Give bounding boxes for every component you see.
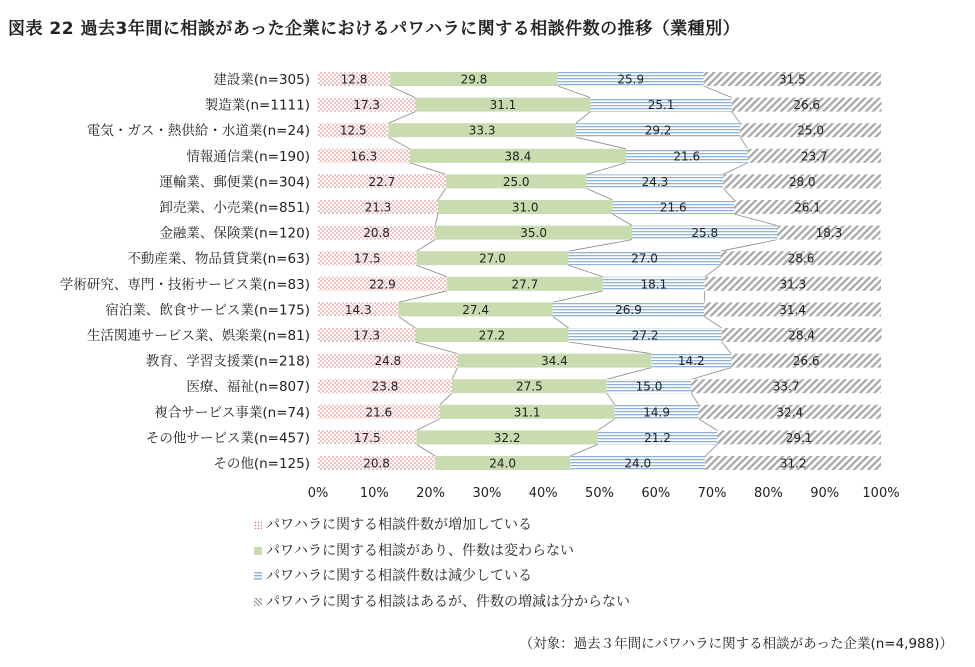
series-line [399,291,447,303]
series-line [723,163,747,175]
series-line [740,137,747,149]
category-label: 卸売業、小売業(n=851) [159,200,310,216]
series-line [440,393,452,405]
series-line [415,342,457,354]
data-label: 28.6 [787,251,815,266]
data-label: 16.3 [350,149,378,164]
data-label: 27.4 [462,302,489,317]
legend-item [254,565,532,585]
series-line [721,240,778,252]
data-label: 27.7 [511,277,539,292]
data-label: 26.1 [794,200,821,215]
data-label: 31.4 [779,302,806,317]
category-label: 電気・ガス・熱供給・水道業(n=24) [86,123,310,140]
data-label: 14.2 [677,354,705,369]
x-tick-label: 40% [528,486,558,501]
series-line [612,214,632,226]
data-label: 15.0 [635,379,663,394]
category-label: 製造業(n=1111) [204,97,310,114]
data-label: 35.0 [520,226,547,241]
data-label: 20.8 [363,456,390,471]
data-label: 17.5 [353,430,381,445]
series-line [598,419,615,431]
data-label: 28.4 [788,328,815,343]
x-tick-label: 10% [359,486,389,501]
series-line [570,444,598,456]
category-label: 情報通信業(n=190) [186,148,310,165]
data-label: 18.1 [640,277,668,292]
x-tick-label: 80% [753,486,783,501]
category-label: 宿泊業、飲食サービス業(n=175) [105,302,310,319]
data-label: 17.3 [353,328,381,343]
data-label: 12.5 [339,123,367,138]
data-label: 17.3 [353,98,381,113]
x-tick-label: 50% [585,486,614,501]
legend-label: パワハラに関する相談はあるが、件数の増減は分からない [266,593,630,610]
data-label: 21.6 [673,149,701,164]
data-label: 33.3 [468,123,496,138]
series-line [569,265,603,277]
data-label: 29.8 [460,72,488,87]
data-label: 14.3 [344,302,372,317]
data-label: 20.8 [363,226,390,241]
series-line [417,240,436,252]
series-line [553,316,569,328]
category-label: 学術研究、専門・技術サービス業(n=83) [59,276,310,293]
series-line [388,137,409,149]
data-label: 29.1 [785,430,813,445]
series-line [704,316,721,328]
data-label: 28.0 [788,174,816,189]
data-label: 23.7 [800,149,828,164]
data-label: 25.1 [647,98,675,113]
series-line [435,214,438,226]
data-label: 14.9 [643,405,671,420]
x-tick-label: 60% [641,486,671,501]
data-label: 24.8 [374,354,402,369]
data-label: 22.9 [369,277,396,292]
series-line [691,368,731,380]
legend-label: パワハラに関する相談があり、件数は変わらない [266,542,574,559]
series-line [691,393,698,405]
chart-title: 図表 22 過去3年間に相談があった企業におけるパワハラに関する相談件数の推移（業種別） [8,19,741,39]
data-label: 32.2 [493,430,521,445]
series-line [587,163,626,175]
series-line [569,240,633,252]
data-label: 26.6 [792,354,820,369]
series-line [417,444,436,456]
data-label: 31.1 [513,405,541,420]
legend-item [254,540,574,560]
category-label: 複合サービス事業(n=74) [154,404,310,421]
data-label: 21.2 [644,430,671,445]
data-label: 24.0 [489,456,517,471]
series-line [558,86,591,98]
series-line [704,86,732,98]
series-line [438,188,446,200]
legend-swatch [254,521,262,529]
data-label: 27.2 [478,328,506,343]
category-label: 建設業(n=305) [213,72,310,88]
data-label: 26.6 [793,98,821,113]
data-label: 17.5 [353,251,381,266]
data-label: 31.0 [511,200,539,215]
legend-label: パワハラに関する相談件数が増加している [266,517,532,533]
series-line [722,342,732,354]
data-label: 25.8 [691,226,719,241]
x-tick-label: 30% [472,486,502,501]
data-label: 27.0 [479,251,506,266]
data-label: 27.5 [516,379,543,394]
data-label: 21.6 [659,200,687,215]
category-label: 不動産業、物品賃貸業(n=63) [127,251,310,268]
data-label: 25.9 [617,72,645,87]
data-label: 32.4 [776,405,804,420]
series-line [553,291,603,303]
series-line [699,419,718,431]
series-line [417,419,440,431]
series-line [410,163,446,175]
data-label: 31.3 [779,277,807,292]
data-label: 21.6 [365,405,393,420]
data-label: 27.2 [631,328,659,343]
series-line [587,188,613,200]
data-label: 23.8 [371,379,399,394]
data-label: 26.9 [615,302,642,317]
series-line [704,291,705,303]
data-label: 24.3 [641,174,669,189]
x-tick-label: 90% [810,486,840,501]
data-label: 12.8 [340,72,368,87]
data-label: 38.4 [504,149,532,164]
x-tick-label: 100% [862,486,900,501]
series-line [399,316,416,328]
series-line [705,265,721,277]
series-line [452,368,458,380]
series-line [732,112,740,124]
category-label: その他サービス業(n=457) [145,430,310,447]
data-label: 31.1 [489,98,517,113]
category-label: 教育、学習支援業(n=218) [145,353,310,370]
series-line [576,137,626,149]
data-label: 22.7 [368,174,396,189]
series-line [388,112,415,124]
x-tick-label: 70% [697,486,727,501]
series-line [390,86,415,98]
legend-item [254,591,630,611]
series-line [607,368,651,380]
data-label: 18.3 [815,226,843,241]
x-tick-label: 20% [416,486,446,501]
data-label: 34.4 [541,354,568,369]
data-label: 21.3 [364,200,392,215]
data-label: 33.7 [772,379,800,394]
legend-swatch [254,598,262,606]
data-label: 24.0 [624,456,652,471]
x-tick-label: 0% [307,486,329,501]
data-label: 25.0 [502,174,530,189]
category-label: 金融業、保険業(n=120) [159,225,310,242]
data-label: 27.0 [631,251,658,266]
category-label: 医療、福祉(n=807) [186,379,310,396]
series-line [734,214,777,226]
series-line [705,444,717,456]
data-label: 25.0 [797,123,824,138]
data-label: 31.5 [778,72,806,87]
data-label: 31.2 [779,456,807,471]
series-line [723,188,734,200]
legend-item [254,514,532,534]
category-label: 運輸業、郵便業(n=304) [159,174,310,191]
category-label: 生活関連サービス業、娯楽業(n=81) [86,328,310,344]
data-label: 29.2 [644,123,672,138]
legend-swatch [254,547,262,555]
series-line [607,393,615,405]
series-line [569,342,652,354]
series-line [417,265,447,277]
series-line [576,112,591,124]
legend-swatch [254,572,262,580]
category-label: その他(n=125) [213,456,310,472]
source-note: （対象：過去３年間にパワハラに関する相談があった企業(n=4,988)） [519,636,953,652]
legend-label: パワハラに関する相談件数は減少している [266,568,532,584]
